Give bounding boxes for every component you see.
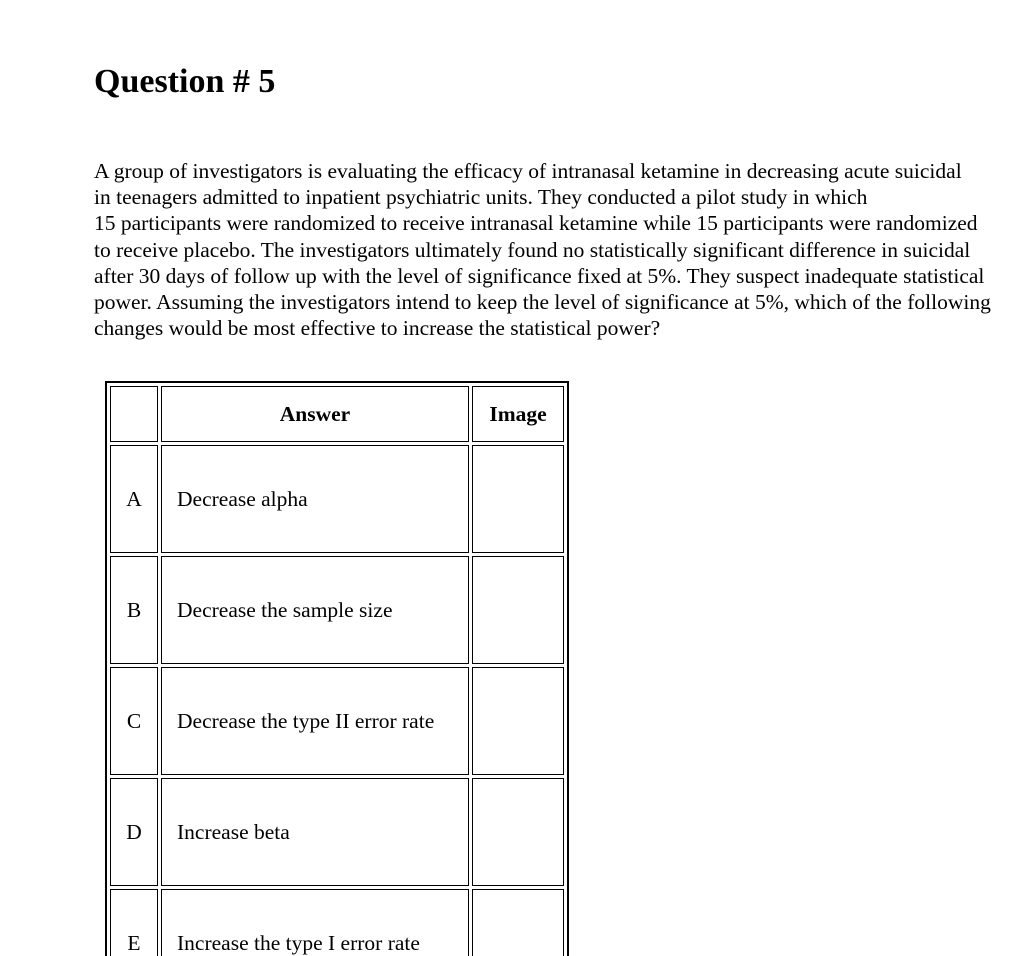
table-row[interactable] [110, 556, 564, 664]
option-letter: B [110, 556, 158, 664]
question-text [94, 158, 1024, 341]
header-letter [110, 386, 158, 442]
option-letter: C [110, 667, 158, 775]
option-image [472, 556, 564, 664]
option-answer[interactable]: Increase beta [161, 778, 469, 886]
option-image [472, 667, 564, 775]
table-row[interactable] [110, 778, 564, 886]
table-row[interactable] [110, 667, 564, 775]
option-answer[interactable]: Decrease the type II error rate [161, 667, 469, 775]
option-image [472, 445, 564, 553]
table-row[interactable] [110, 445, 564, 553]
option-letter: D [110, 778, 158, 886]
option-letter: E [110, 889, 158, 956]
question-line: changes would be most effective to increase the statistical power? [94, 316, 661, 341]
answer-table [105, 381, 569, 956]
question-line: after 30 days of follow up with the level of significance fixed at 5%. They suspect inadequate statistical [94, 263, 985, 288]
question-line: in teenagers admitted to inpatient psychiatric units. They conducted a pilot study in which [94, 185, 868, 210]
option-image [472, 778, 564, 886]
option-answer[interactable]: Increase the type I error rate [161, 889, 469, 956]
option-answer[interactable]: Decrease the sample size [161, 556, 469, 664]
question-line: power. Assuming the investigators intend to keep the level of significance at 5%, which of the following [94, 290, 991, 315]
question-line: A group of investigators is evaluating the efficacy of intranasal ketamine in decreasing acute suicidal [94, 159, 962, 183]
question-line: to receive placebo. The investigators ultimately found no statistically significant difference in suicidal [94, 237, 971, 262]
question-title: Question # 5 [94, 63, 276, 100]
option-answer[interactable]: Decrease alpha [161, 445, 469, 553]
table-row[interactable] [110, 889, 564, 956]
option-letter: A [110, 445, 158, 553]
header-answer: Answer [161, 386, 469, 442]
question-line: 15 participants were randomized to receive intranasal ketamine while 15 participants were randomized [94, 211, 978, 236]
header-image: Image [472, 386, 564, 442]
table-header-row [110, 386, 564, 442]
option-image [472, 889, 564, 956]
